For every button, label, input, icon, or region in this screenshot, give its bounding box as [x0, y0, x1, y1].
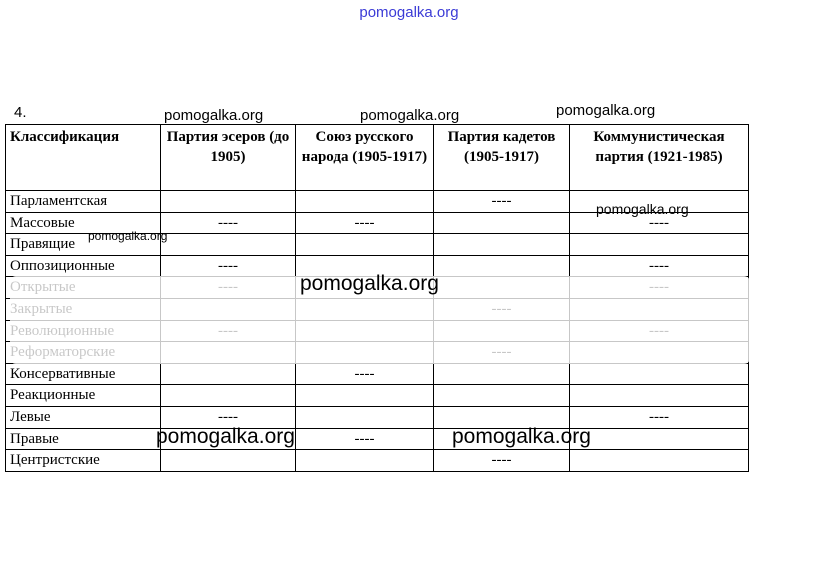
table-cell	[434, 212, 570, 234]
table-cell	[296, 191, 434, 213]
table-row	[6, 406, 749, 428]
table-cell: ----	[161, 406, 296, 428]
table-cell: ----	[570, 255, 749, 277]
table-cell	[161, 450, 296, 472]
table-row	[6, 450, 749, 472]
table-cell: ----	[570, 406, 749, 428]
row-label: Консервативные	[6, 363, 161, 385]
header-communist-party: Коммунистическая партия (1921-1985)	[570, 125, 749, 191]
header-classification: Классификация	[6, 125, 161, 191]
table-cell	[434, 385, 570, 407]
row-label: Правящие	[6, 234, 161, 256]
table-cell	[570, 450, 749, 472]
watermark-row2: pomogalka.org	[596, 201, 689, 217]
table-row	[6, 428, 749, 450]
row-label: Оппозиционные	[6, 255, 161, 277]
table-cell: ----	[161, 255, 296, 277]
table-cell: ----	[570, 212, 749, 234]
table-cell	[434, 255, 570, 277]
table-row	[6, 363, 749, 385]
row-label: Правые	[6, 428, 161, 450]
watermark-bottom-left: pomogalka.org	[156, 425, 295, 448]
table-cell	[161, 191, 296, 213]
table-cell	[296, 406, 434, 428]
row-label: Центристские	[6, 450, 161, 472]
table-cell	[434, 234, 570, 256]
table-cell	[570, 428, 749, 450]
watermark-top: pomogalka.org	[359, 4, 459, 21]
table-cell	[570, 363, 749, 385]
table-cell	[161, 234, 296, 256]
watermark-center: pomogalka.org	[300, 272, 439, 295]
table-cell	[296, 385, 434, 407]
table-header-row	[6, 125, 749, 191]
row-label: Парламентская	[6, 191, 161, 213]
table-cell: ----	[296, 363, 434, 385]
table-cell	[296, 234, 434, 256]
task-number: 4.	[14, 104, 27, 121]
header-union-russian-people: Союз русского народа (1905-1917)	[296, 125, 434, 191]
watermark-over-col2: pomogalka.org	[360, 107, 460, 124]
header-sr-party: Партия эсеров (до 1905)	[161, 125, 296, 191]
watermark-over-col1: pomogalka.org	[164, 107, 264, 124]
table-cell	[570, 385, 749, 407]
table-cell: ----	[434, 191, 570, 213]
watermark-bottom-right: pomogalka.org	[452, 425, 591, 448]
row-label: Реакционные	[6, 385, 161, 407]
row-label: Массовые	[6, 212, 161, 234]
header-kadet-party: Партия кадетов (1905-1917)	[434, 125, 570, 191]
table-cell	[161, 363, 296, 385]
table-cell	[434, 363, 570, 385]
table-row	[6, 385, 749, 407]
table-cell: ----	[161, 212, 296, 234]
watermark-over-col4: pomogalka.org	[556, 102, 656, 119]
watermark-row3: pomogalka.org	[88, 229, 168, 243]
table-cell: ----	[296, 428, 434, 450]
table-cell: ----	[434, 450, 570, 472]
row-label: Левые	[6, 406, 161, 428]
table-cell	[296, 450, 434, 472]
table-cell: ----	[296, 212, 434, 234]
table-cell	[161, 385, 296, 407]
table-cell	[570, 234, 749, 256]
